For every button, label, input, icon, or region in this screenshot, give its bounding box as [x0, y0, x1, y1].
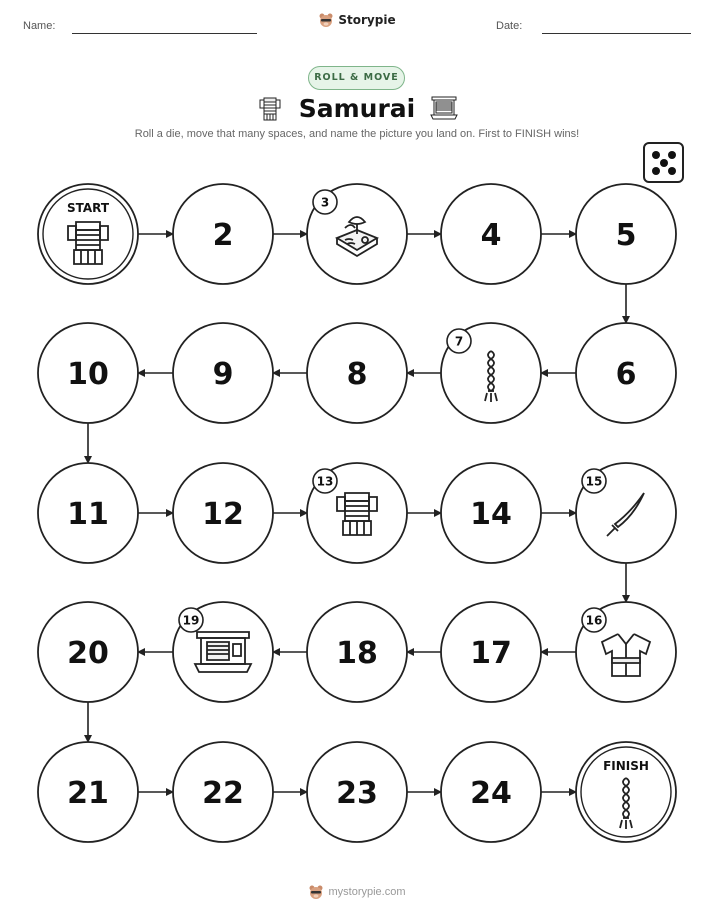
board-space: [173, 742, 273, 842]
board-space: [307, 463, 407, 563]
board-space: [38, 742, 138, 842]
start-space: [38, 184, 138, 284]
brand-name: Storypie: [338, 13, 396, 27]
board-space: [173, 323, 273, 423]
page-title: Samurai: [298, 93, 416, 123]
board-space: [173, 463, 273, 563]
footer-url: mystorypie.com: [328, 886, 406, 898]
space-number: 19: [182, 613, 200, 628]
board-space: [38, 323, 138, 423]
board-space: [307, 184, 407, 284]
space-number: 18: [336, 636, 378, 671]
board-space: [173, 184, 273, 284]
board-space: [38, 463, 138, 563]
board-space: [576, 602, 676, 702]
space-number: 2: [212, 218, 234, 253]
board-space: [173, 602, 273, 702]
space-number: 16: [585, 613, 603, 628]
space-number: 5: [615, 218, 637, 253]
space-number: 7: [454, 334, 464, 349]
space-number: 11: [67, 497, 109, 532]
space-number: 10: [67, 357, 109, 392]
space-number: 13: [316, 474, 334, 489]
space-number: 3: [320, 195, 330, 210]
space-number: 4: [480, 218, 502, 253]
space-number: 15: [585, 474, 603, 489]
finish-label: FINISH: [603, 759, 649, 773]
space-number: 22: [202, 776, 244, 811]
footer: [0, 884, 714, 900]
board-space: [441, 742, 541, 842]
space-circle: [38, 184, 138, 284]
board-spaces: [38, 184, 676, 842]
date-label: Date:: [496, 20, 523, 32]
board-space: [441, 184, 541, 284]
board-space: [38, 602, 138, 702]
name-label: Name:: [23, 20, 56, 32]
board-space: [307, 602, 407, 702]
start-label: START: [66, 201, 110, 215]
space-number: 14: [470, 497, 512, 532]
space-number: 23: [336, 776, 378, 811]
board-space: [441, 323, 541, 423]
board-space: [576, 184, 676, 284]
board-space: [441, 463, 541, 563]
space-number: 12: [202, 497, 244, 532]
board-space: [307, 742, 407, 842]
bear-mascot-icon: [308, 884, 324, 900]
board-space: [307, 323, 407, 423]
space-number: 9: [212, 357, 234, 392]
board-space: [576, 323, 676, 423]
space-number: 24: [470, 776, 512, 811]
finish-space: [576, 742, 676, 842]
space-number: 17: [470, 636, 512, 671]
space-number: 8: [346, 357, 368, 392]
space-number: 20: [67, 636, 109, 671]
space-number: 6: [615, 357, 637, 392]
board-space: [441, 602, 541, 702]
activity-tag: ROLL & MOVE: [308, 66, 405, 90]
board-space: [576, 463, 676, 563]
instructions: Roll a die, move that many spaces, and name the picture you land on. First to FINISH wins!: [134, 128, 580, 140]
space-number: 21: [67, 776, 109, 811]
